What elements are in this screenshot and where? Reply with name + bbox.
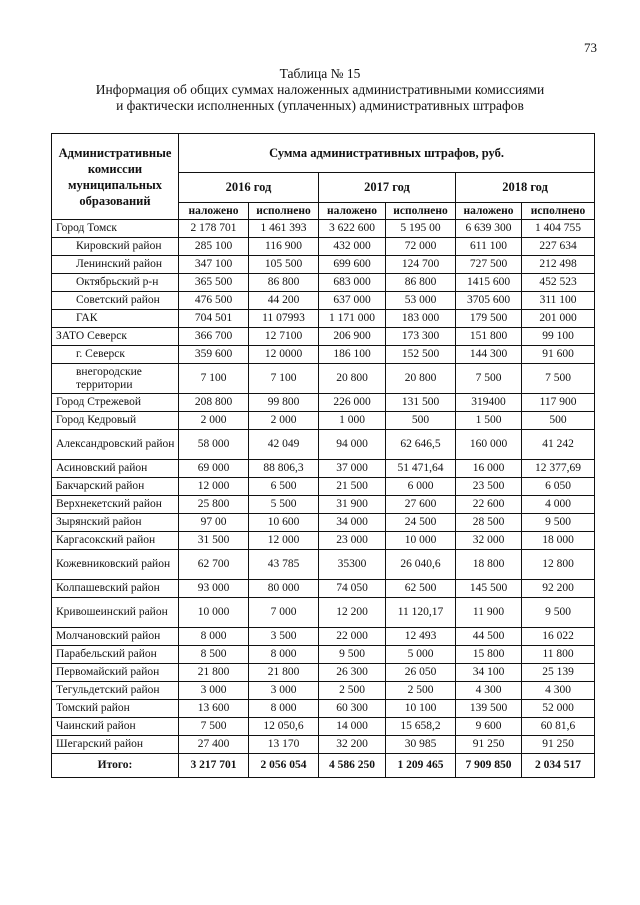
amount-cell: 359 600	[179, 346, 249, 364]
amount-cell: 637 000	[319, 292, 386, 310]
amount-cell: 11 800	[522, 646, 595, 664]
amount-cell: 15 658,2	[386, 718, 456, 736]
amount-cell: 62 700	[179, 550, 249, 580]
commission-name: Александровский район	[52, 430, 179, 460]
amount-cell: 10 000	[386, 532, 456, 550]
amount-cell: 20 800	[386, 364, 456, 394]
commission-name: Город Кедровый	[52, 412, 179, 430]
amount-cell: 179 500	[456, 310, 522, 328]
amount-cell: 227 634	[522, 238, 595, 256]
table-row	[52, 700, 595, 718]
subheader-executed: исполнено	[386, 203, 456, 220]
table-row	[52, 682, 595, 700]
table-title-line-2: и фактически исполненных (уплаченных) административных штрафов	[116, 98, 524, 113]
amount-cell: 18 800	[456, 550, 522, 580]
commission-name: Октябрьский р-н	[52, 274, 179, 292]
amount-cell: 15 800	[456, 646, 522, 664]
subheader-imposed: наложено	[179, 203, 249, 220]
amount-cell: 3 500	[249, 628, 319, 646]
table-row	[52, 478, 595, 496]
amount-cell: 44 500	[456, 628, 522, 646]
amount-cell: 3 000	[249, 682, 319, 700]
amount-cell: 9 600	[456, 718, 522, 736]
amount-cell: 34 000	[319, 514, 386, 532]
amount-cell: 99 100	[522, 328, 595, 346]
amount-cell: 7 500	[522, 364, 595, 394]
commission-name: Молчановский район	[52, 628, 179, 646]
amount-cell: 52 000	[522, 700, 595, 718]
table-row	[52, 430, 595, 460]
table-row	[52, 364, 595, 394]
amount-cell: 18 000	[522, 532, 595, 550]
amount-cell: 97 00	[179, 514, 249, 532]
table-row	[52, 532, 595, 550]
amount-cell: 37 000	[319, 460, 386, 478]
amount-cell: 347 100	[179, 256, 249, 274]
amount-cell: 27 600	[386, 496, 456, 514]
amount-cell: 72 000	[386, 238, 456, 256]
amount-cell: 62 500	[386, 580, 456, 598]
commission-name: Каргасокский район	[52, 532, 179, 550]
amount-cell: 500	[522, 412, 595, 430]
table-row	[52, 718, 595, 736]
amount-cell: 186 100	[319, 346, 386, 364]
amount-cell: 30 985	[386, 736, 456, 754]
commission-name: Кривошеинский район	[52, 598, 179, 628]
year-header-2017: 2017 год	[319, 173, 456, 203]
amount-cell: 62 646,5	[386, 430, 456, 460]
amount-cell: 26 050	[386, 664, 456, 682]
amount-cell: 6 050	[522, 478, 595, 496]
total-label: Итого:	[52, 754, 179, 778]
amount-cell: 208 800	[179, 394, 249, 412]
table-row	[52, 580, 595, 598]
amount-cell: 432 000	[319, 238, 386, 256]
amount-cell: 14 000	[319, 718, 386, 736]
amount-cell: 12 800	[522, 550, 595, 580]
amount-cell: 3 622 600	[319, 220, 386, 238]
amount-cell: 285 100	[179, 238, 249, 256]
amount-cell: 160 000	[456, 430, 522, 460]
amount-cell: 22 600	[456, 496, 522, 514]
amount-cell: 4 300	[522, 682, 595, 700]
amount-cell: 58 000	[179, 430, 249, 460]
subheader-executed: исполнено	[249, 203, 319, 220]
amount-cell: 60 300	[319, 700, 386, 718]
commission-name: г. Северск	[52, 346, 179, 364]
amount-cell: 60 81,6	[522, 718, 595, 736]
commission-name: ГАК	[52, 310, 179, 328]
amount-cell: 93 000	[179, 580, 249, 598]
amount-cell: 151 800	[456, 328, 522, 346]
commission-name: Первомайский район	[52, 664, 179, 682]
amount-cell: 2 000	[249, 412, 319, 430]
amount-cell: 22 000	[319, 628, 386, 646]
amount-cell: 11 120,17	[386, 598, 456, 628]
table-row	[52, 328, 595, 346]
amount-cell: 80 000	[249, 580, 319, 598]
amount-cell: 31 500	[179, 532, 249, 550]
amount-cell: 5 500	[249, 496, 319, 514]
table-row	[52, 598, 595, 628]
amount-cell: 124 700	[386, 256, 456, 274]
amount-cell: 6 639 300	[456, 220, 522, 238]
amount-cell: 20 800	[319, 364, 386, 394]
amount-cell: 9 500	[522, 598, 595, 628]
amount-cell: 8 000	[179, 628, 249, 646]
amount-cell: 23 000	[319, 532, 386, 550]
amount-cell: 28 500	[456, 514, 522, 532]
amount-cell: 8 500	[179, 646, 249, 664]
amount-cell: 26 040,6	[386, 550, 456, 580]
amount-cell: 1 000	[319, 412, 386, 430]
amount-cell: 476 500	[179, 292, 249, 310]
amount-cell: 206 900	[319, 328, 386, 346]
table-row	[52, 412, 595, 430]
commission-name: Тегульдетский район	[52, 682, 179, 700]
amount-cell: 139 500	[456, 700, 522, 718]
amount-cell: 43 785	[249, 550, 319, 580]
year-header-2016: 2016 год	[179, 173, 319, 203]
amount-cell: 212 498	[522, 256, 595, 274]
amount-cell: 11 900	[456, 598, 522, 628]
amount-cell: 92 200	[522, 580, 595, 598]
total-amount-cell: 2 034 517	[522, 754, 595, 778]
amount-cell: 173 300	[386, 328, 456, 346]
amount-cell: 116 900	[249, 238, 319, 256]
amount-cell: 51 471,64	[386, 460, 456, 478]
amount-cell: 27 400	[179, 736, 249, 754]
amount-cell: 4 000	[522, 496, 595, 514]
amount-cell: 12 377,69	[522, 460, 595, 478]
subheader-imposed: наложено	[456, 203, 522, 220]
amount-cell: 53 000	[386, 292, 456, 310]
commission-name: Ленинский район	[52, 256, 179, 274]
amount-cell: 74 050	[319, 580, 386, 598]
table-number: Таблица № 15	[279, 66, 361, 81]
total-amount-cell: 4 586 250	[319, 754, 386, 778]
amount-cell: 1 171 000	[319, 310, 386, 328]
amount-cell: 704 501	[179, 310, 249, 328]
fines-table	[51, 133, 595, 778]
page-number: 73	[584, 40, 597, 55]
commission-name: Кировский район	[52, 238, 179, 256]
amount-cell: 86 800	[386, 274, 456, 292]
total-amount-cell: 7 909 850	[456, 754, 522, 778]
commission-name: Город Томск	[52, 220, 179, 238]
amount-cell: 16 000	[456, 460, 522, 478]
amount-cell: 25 800	[179, 496, 249, 514]
subheader-executed: исполнено	[522, 203, 595, 220]
amount-cell: 99 800	[249, 394, 319, 412]
amount-cell: 91 600	[522, 346, 595, 364]
amount-cell: 25 139	[522, 664, 595, 682]
amount-cell: 366 700	[179, 328, 249, 346]
table-row	[52, 496, 595, 514]
amount-cell: 2 178 701	[179, 220, 249, 238]
commission-name: Бакчарский район	[52, 478, 179, 496]
table-row	[52, 628, 595, 646]
amount-cell: 42 049	[249, 430, 319, 460]
table-row	[52, 346, 595, 364]
amount-cell: 12 050,6	[249, 718, 319, 736]
commission-name: Город Стрежевой	[52, 394, 179, 412]
amount-cell: 2 500	[319, 682, 386, 700]
table-body	[52, 220, 595, 778]
amount-cell: 21 800	[179, 664, 249, 682]
amount-cell: 10 600	[249, 514, 319, 532]
amount-cell: 727 500	[456, 256, 522, 274]
amount-cell: 7 500	[179, 718, 249, 736]
amount-cell: 21 800	[249, 664, 319, 682]
amount-cell: 311 100	[522, 292, 595, 310]
amount-cell: 1 500	[456, 412, 522, 430]
amount-cell: 12 200	[319, 598, 386, 628]
commission-name: Кожевниковский район	[52, 550, 179, 580]
amount-cell: 500	[386, 412, 456, 430]
amount-cell: 5 195 00	[386, 220, 456, 238]
amount-cell: 34 100	[456, 664, 522, 682]
amount-cell: 9 500	[522, 514, 595, 532]
amount-cell: 8 000	[249, 700, 319, 718]
amount-cell: 13 600	[179, 700, 249, 718]
table-caption	[0, 66, 640, 114]
amount-cell: 1415 600	[456, 274, 522, 292]
amount-cell: 26 300	[319, 664, 386, 682]
table-row	[52, 256, 595, 274]
amount-cell: 319400	[456, 394, 522, 412]
amount-cell: 44 200	[249, 292, 319, 310]
amount-cell: 117 900	[522, 394, 595, 412]
amount-cell: 6 500	[249, 478, 319, 496]
amount-cell: 35300	[319, 550, 386, 580]
table-row	[52, 310, 595, 328]
amount-cell: 24 500	[386, 514, 456, 532]
total-row	[52, 754, 595, 778]
commission-name: внегородские территории	[52, 364, 179, 394]
amount-cell: 7 100	[249, 364, 319, 394]
amount-cell: 2 000	[179, 412, 249, 430]
amount-cell: 5 000	[386, 646, 456, 664]
amount-cell: 12 7100	[249, 328, 319, 346]
amount-cell: 9 500	[319, 646, 386, 664]
amount-cell: 8 000	[249, 646, 319, 664]
table-title-line-1: Информация об общих суммах наложенных административными комиссиями	[95, 82, 545, 97]
amount-cell: 32 200	[319, 736, 386, 754]
commission-name: ЗАТО Северск	[52, 328, 179, 346]
total-amount-cell: 2 056 054	[249, 754, 319, 778]
column-header-fine-sum: Сумма административных штрафов, руб.	[179, 134, 595, 173]
table-row	[52, 238, 595, 256]
commission-name: Чаинский район	[52, 718, 179, 736]
amount-cell: 88 806,3	[249, 460, 319, 478]
amount-cell: 31 900	[319, 496, 386, 514]
amount-cell: 144 300	[456, 346, 522, 364]
table-row	[52, 220, 595, 238]
amount-cell: 1 404 755	[522, 220, 595, 238]
amount-cell: 16 022	[522, 628, 595, 646]
table-row	[52, 646, 595, 664]
total-amount-cell: 1 209 465	[386, 754, 456, 778]
amount-cell: 13 170	[249, 736, 319, 754]
total-amount-cell: 3 217 701	[179, 754, 249, 778]
amount-cell: 11 07993	[249, 310, 319, 328]
amount-cell: 699 600	[319, 256, 386, 274]
amount-cell: 6 000	[386, 478, 456, 496]
commission-name: Асиновский район	[52, 460, 179, 478]
year-header-2018: 2018 год	[456, 173, 595, 203]
amount-cell: 145 500	[456, 580, 522, 598]
amount-cell: 7 500	[456, 364, 522, 394]
table-row	[52, 274, 595, 292]
amount-cell: 10 100	[386, 700, 456, 718]
amount-cell: 226 000	[319, 394, 386, 412]
table-row	[52, 292, 595, 310]
amount-cell: 91 250	[456, 736, 522, 754]
amount-cell: 183 000	[386, 310, 456, 328]
commission-name: Шегарский район	[52, 736, 179, 754]
amount-cell: 611 100	[456, 238, 522, 256]
commission-name: Парабельский район	[52, 646, 179, 664]
amount-cell: 1 461 393	[249, 220, 319, 238]
amount-cell: 131 500	[386, 394, 456, 412]
amount-cell: 2 500	[386, 682, 456, 700]
amount-cell: 91 250	[522, 736, 595, 754]
amount-cell: 7 100	[179, 364, 249, 394]
table-row	[52, 736, 595, 754]
amount-cell: 683 000	[319, 274, 386, 292]
commission-name: Верхнекетский район	[52, 496, 179, 514]
table-row	[52, 664, 595, 682]
amount-cell: 12 000	[179, 478, 249, 496]
amount-cell: 12 0000	[249, 346, 319, 364]
column-header-commissions: Административные комиссии муниципальных образований	[52, 134, 179, 220]
table-row	[52, 550, 595, 580]
table-row	[52, 460, 595, 478]
amount-cell: 86 800	[249, 274, 319, 292]
amount-cell: 201 000	[522, 310, 595, 328]
amount-cell: 4 300	[456, 682, 522, 700]
table-row	[52, 514, 595, 532]
table-row	[52, 394, 595, 412]
amount-cell: 452 523	[522, 274, 595, 292]
amount-cell: 10 000	[179, 598, 249, 628]
amount-cell: 12 000	[249, 532, 319, 550]
amount-cell: 7 000	[249, 598, 319, 628]
commission-name: Колпашевский район	[52, 580, 179, 598]
amount-cell: 69 000	[179, 460, 249, 478]
commission-name: Советский район	[52, 292, 179, 310]
commission-name: Томский район	[52, 700, 179, 718]
amount-cell: 32 000	[456, 532, 522, 550]
amount-cell: 94 000	[319, 430, 386, 460]
amount-cell: 365 500	[179, 274, 249, 292]
amount-cell: 105 500	[249, 256, 319, 274]
amount-cell: 41 242	[522, 430, 595, 460]
amount-cell: 152 500	[386, 346, 456, 364]
amount-cell: 21 500	[319, 478, 386, 496]
commission-name: Зырянский район	[52, 514, 179, 532]
amount-cell: 3705 600	[456, 292, 522, 310]
amount-cell: 23 500	[456, 478, 522, 496]
amount-cell: 12 493	[386, 628, 456, 646]
subheader-imposed: наложено	[319, 203, 386, 220]
amount-cell: 3 000	[179, 682, 249, 700]
